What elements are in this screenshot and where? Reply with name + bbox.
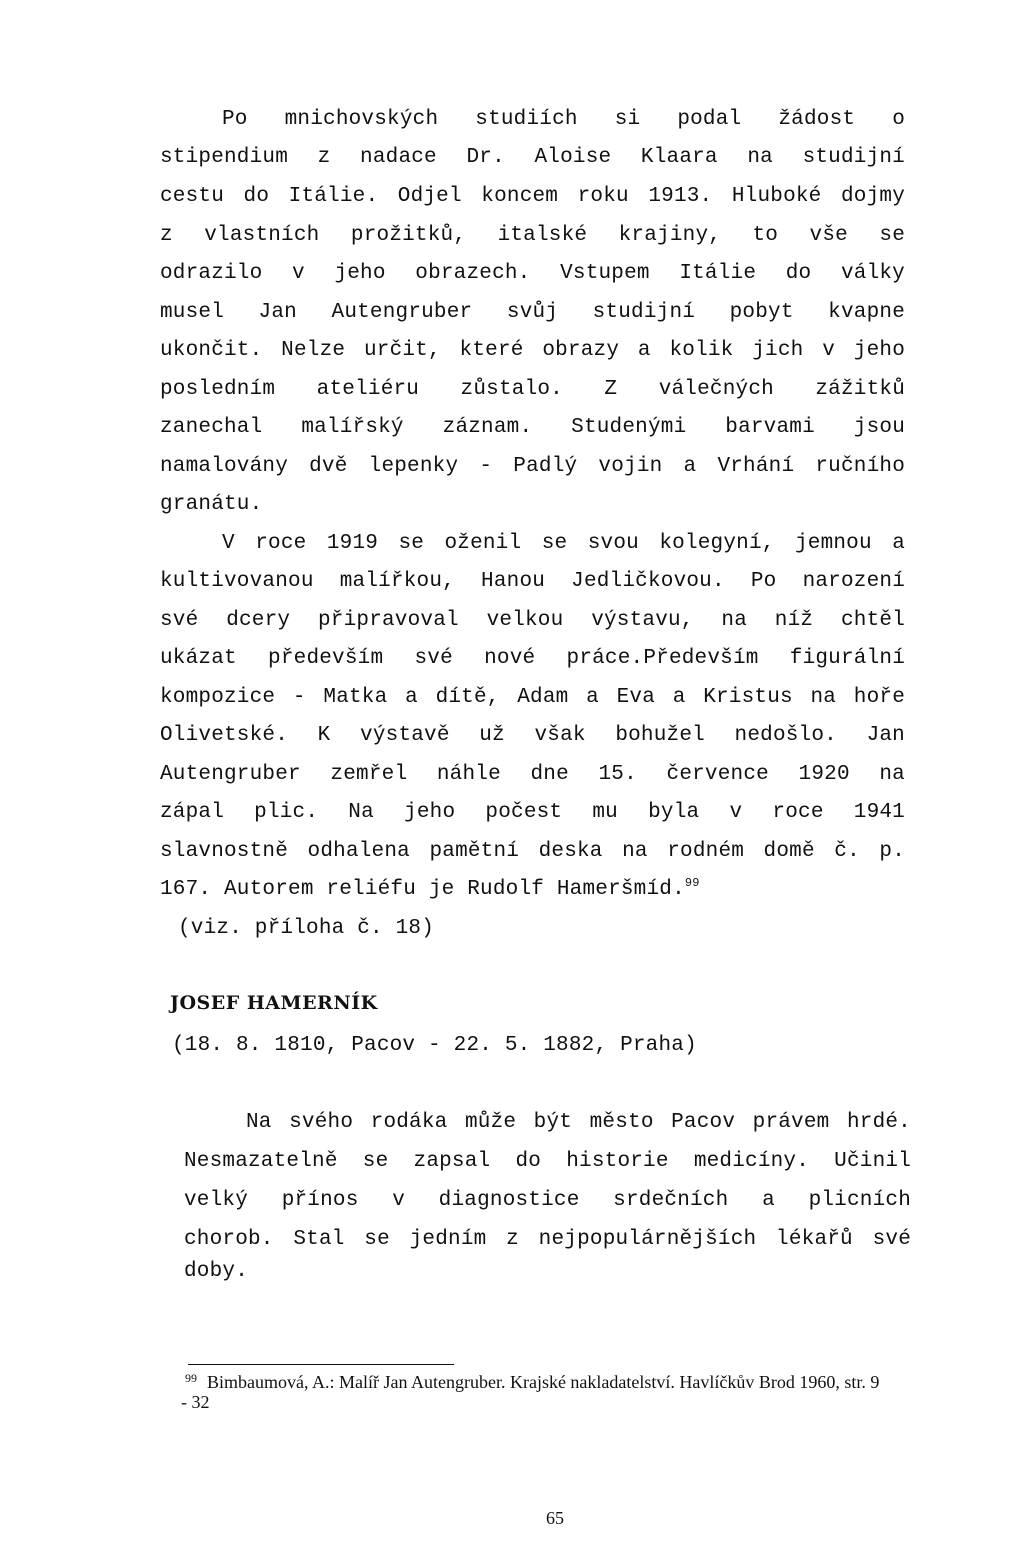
page-number: 65: [546, 1508, 564, 1528]
paragraph1-line: granátu.: [160, 493, 263, 516]
footnote-text: Bimbaumová, A.: Malíř Jan Autengruber. Krajské nakladatelství. Havlíčkův Brod 1960, str. 9: [207, 1372, 880, 1392]
paragraph1-line: cestu do Itálie. Odjel koncem roku 1913. Hluboké dojmy: [160, 185, 905, 208]
paragraph1-line: Po mnichovských studiích si podal žádost o: [222, 108, 905, 131]
footnote-continuation: - 32: [181, 1392, 210, 1412]
paragraph2-line: kompozice - Matka a dítě, Adam a Eva a Kristus na hoře: [160, 686, 905, 709]
attachment-reference: (viz. příloha č. 18): [178, 917, 435, 940]
paragraph1-line: musel Jan Autengruber svůj studijní pobyt kvapne: [160, 301, 905, 324]
paragraph2-last-text: 167. Autorem reliéfu je Rudolf Hameršmíd.: [160, 878, 685, 901]
section-paragraph-line: velký přínos v diagnostice srdečních a plicních: [184, 1189, 911, 1212]
section-dates: (18. 8. 1810, Pacov - 22. 5. 1882, Praha): [172, 1034, 697, 1057]
section-paragraph-line: chorob. Stal se jedním z nejpopulárnějších lékařů své: [184, 1228, 911, 1251]
paragraph1-line: posledním ateliéru zůstalo. Z válečných zážitků: [160, 378, 905, 401]
paragraph2-line: V roce 1919 se oženil se svou kolegyní, jemnou a: [222, 532, 905, 555]
paragraph1-line: odrazilo v jeho obrazech. Vstupem Itálie do války: [160, 262, 905, 285]
section-paragraph-line: doby.: [184, 1260, 249, 1283]
paragraph1-line: zanechal malířský záznam. Studenými barvami jsou: [160, 416, 905, 439]
paragraph2-line: ukázat především své nové práce.Především figurální: [160, 647, 905, 670]
paragraph1-line: z vlastních prožitků, italské krajiny, to vše se: [160, 224, 905, 247]
paragraph2-line: své dcery připravoval velkou výstavu, na níž chtěl: [160, 609, 905, 632]
paragraph2-line: slavnostně odhalena pamětní deska na rodném domě č. p.: [160, 840, 905, 863]
footnote: 99 Bimbaumová, A.: Malíř Jan Autengruber. Krajské nakladatelství. Havlíčkův Brod 1960, str. 9 - 32: [185, 1372, 925, 1412]
paragraph2-line: Autengruber zemřel náhle dne 15. července 1920 na: [160, 763, 905, 786]
section-paragraph-line: Nesmazatelně se zapsal do historie medicíny. Učinil: [184, 1150, 911, 1173]
paragraph2-line: zápal plic. Na jeho počest mu byla v roce 1941: [160, 801, 905, 824]
paragraph1-line: stipendium z nadace Dr. Aloise Klaara na studijní: [160, 146, 905, 169]
footnote-rule: [188, 1364, 454, 1365]
paragraph2-line: kultivovanou malířkou, Hanou Jedličkovou. Po narození: [160, 570, 905, 593]
section-paragraph-line: Na svého rodáka může být město Pacov právem hrdé.: [246, 1111, 911, 1134]
paragraph2-line-with-footnote: [160, 876, 905, 904]
section-heading: JOSEF HAMERNÍK: [170, 992, 378, 1014]
footnote-reference: 99: [684, 876, 700, 890]
paragraph1-line: ukončit. Nelze určit, které obrazy a kolik jich v jeho: [160, 339, 905, 362]
paragraph2-line: Olivetské. K výstavě už však bohužel nedošlo. Jan: [160, 724, 905, 747]
paragraph1-line: namalovány dvě lepenky - Padlý vojin a Vrhání ručního: [160, 455, 905, 478]
